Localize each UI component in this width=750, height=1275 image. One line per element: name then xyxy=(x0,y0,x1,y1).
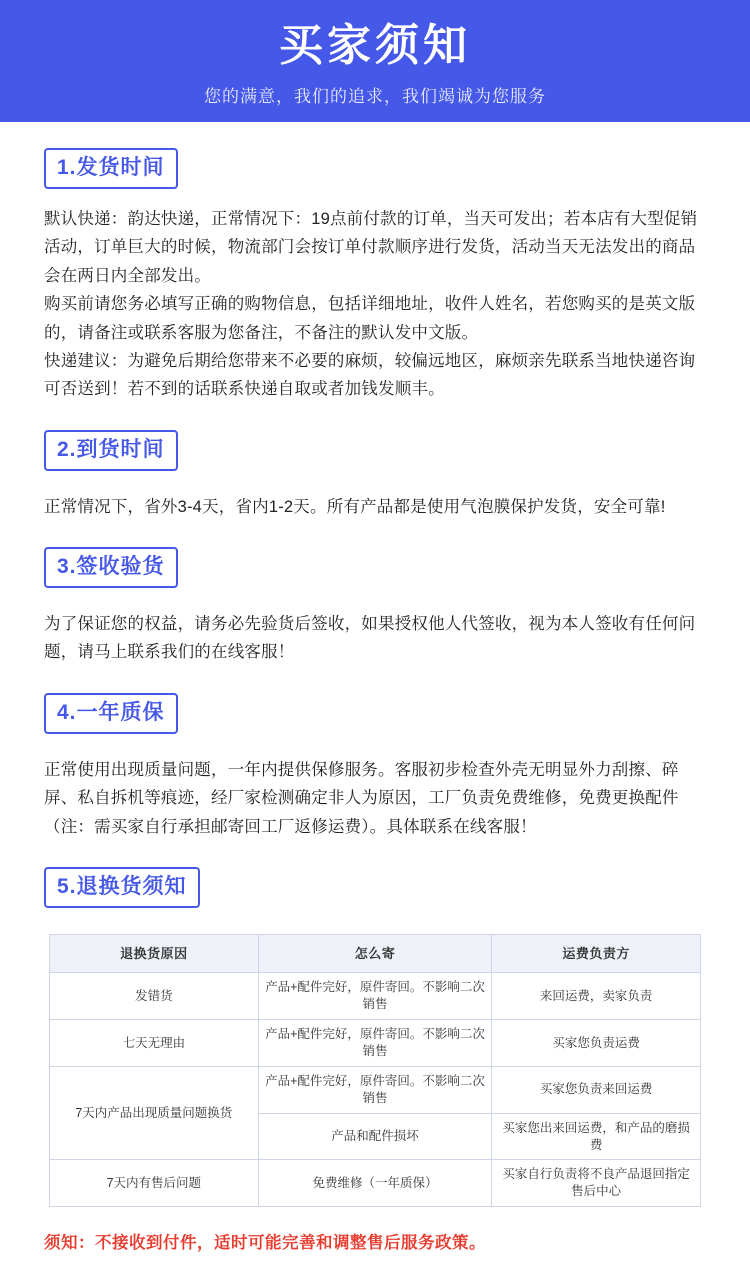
section-return-exchange xyxy=(44,867,706,908)
table-row xyxy=(50,1020,701,1067)
paragraph: 购买前请您务必填写正确的购物信息，包括详细地址，收件人姓名，若您购买的是英文版的，请备注或联系客服为您备注，不备注的默认发中文版。 xyxy=(44,295,696,342)
paragraph: 正常情况下，省外3-4天，省内1-2天。所有产品都是使用气泡膜保护发货，安全可靠! xyxy=(44,497,666,516)
cell-reason: 发错货 xyxy=(50,973,259,1020)
cell-fee: 来回运费，卖家负责 xyxy=(492,973,701,1020)
section-one-year-warranty xyxy=(44,693,706,841)
page-subtitle: 您的满意，我们的追求，我们竭诚为您服务 xyxy=(204,86,546,106)
table-header-how: 怎么寄 xyxy=(258,934,492,973)
table-header-fee: 运费负责方 xyxy=(492,934,701,973)
paragraph: 为了保证您的权益，请务必先验货后签收，如果授权他人代签收，视为本人签收有任何问题，请马上联系我们的在线客服！ xyxy=(44,615,696,662)
cell-reason: 7天内产品出现质量问题换货 xyxy=(50,1066,259,1160)
cell-how: 产品+配件完好，原件寄回。不影响二次销售 xyxy=(258,1066,492,1113)
section-heading-arrival-time: 2.到货时间 xyxy=(44,430,178,471)
table-row xyxy=(50,1066,701,1113)
page-banner xyxy=(0,0,750,122)
table-header-row xyxy=(50,934,701,973)
paragraph: 快递建议：为避免后期给您带来不必要的麻烦，较偏远地区，麻烦亲先联系当地快递咨询可否送到！若不到的话联系快递自取或者加钱发顺丰。 xyxy=(44,351,696,399)
return-policy-table xyxy=(49,934,701,1207)
section-heading-sign-and-inspect: 3.签收验货 xyxy=(44,547,178,588)
section-body-sign-and-inspect xyxy=(44,610,706,667)
cell-how: 产品+配件完好，原件寄回。不影响二次销售 xyxy=(258,973,492,1020)
paragraph: 正常使用出现质量问题，一年内提供保修服务。客服初步检查外壳无明显外力刮擦、碎屏、私自拆机等痕迹，经厂家检测确定非人为原因，工厂负责免费维修，免费更换配件（注：需买家自行承担邮寄回工厂返修运费）。具体联系在线客服！ xyxy=(44,760,679,836)
section-sign-and-inspect xyxy=(44,547,706,667)
paragraph: 默认快递：韵达快递，正常情况下：19点前付款的订单，当天可发出；若本店有大型促销活动，订单巨大的时候，物流部门会按订单付款顺序进行发货，活动当天无法发出的商品会在两日内全部发出。 xyxy=(44,210,698,285)
cell-reason: 7天内有售后问题 xyxy=(50,1160,259,1207)
cell-fee: 买家自行负责将不良产品退回指定售后中心 xyxy=(492,1160,701,1207)
section-heading-one-year-warranty: 4.一年质保 xyxy=(44,693,178,734)
section-body-arrival-time xyxy=(44,493,706,521)
table-header xyxy=(50,934,701,973)
cell-fee: 买家您负责运费 xyxy=(492,1020,701,1067)
table-row xyxy=(50,973,701,1020)
section-body-one-year-warranty xyxy=(44,756,706,841)
table-row xyxy=(50,1160,701,1207)
cell-fee: 买家您出来回运费，和产品的磨损费 xyxy=(492,1113,701,1160)
return-policy-table-wrap xyxy=(44,934,706,1207)
cell-fee: 买家您负责来回运费 xyxy=(492,1066,701,1113)
section-body-shipping-time xyxy=(44,205,706,404)
page-title: 买家须知 xyxy=(279,21,471,71)
cell-how: 免费维修（一年质保） xyxy=(258,1160,492,1207)
cell-reason: 七天无理由 xyxy=(50,1020,259,1067)
cell-how: 产品+配件完好，原件寄回。不影响二次销售 xyxy=(258,1020,492,1067)
footnote-notice: 须知：不接收到付件，适时可能完善和调整售后服务政策。 xyxy=(44,1234,486,1253)
table-body xyxy=(50,973,701,1207)
content-area xyxy=(0,148,750,1275)
table-header-reason: 退换货原因 xyxy=(50,934,259,973)
section-heading-shipping-time: 1.发货时间 xyxy=(44,148,178,189)
section-heading-return-exchange: 5.退换货须知 xyxy=(44,867,200,908)
section-arrival-time xyxy=(44,430,706,521)
section-shipping-time xyxy=(44,148,706,404)
cell-how: 产品和配件损坏 xyxy=(258,1113,492,1160)
